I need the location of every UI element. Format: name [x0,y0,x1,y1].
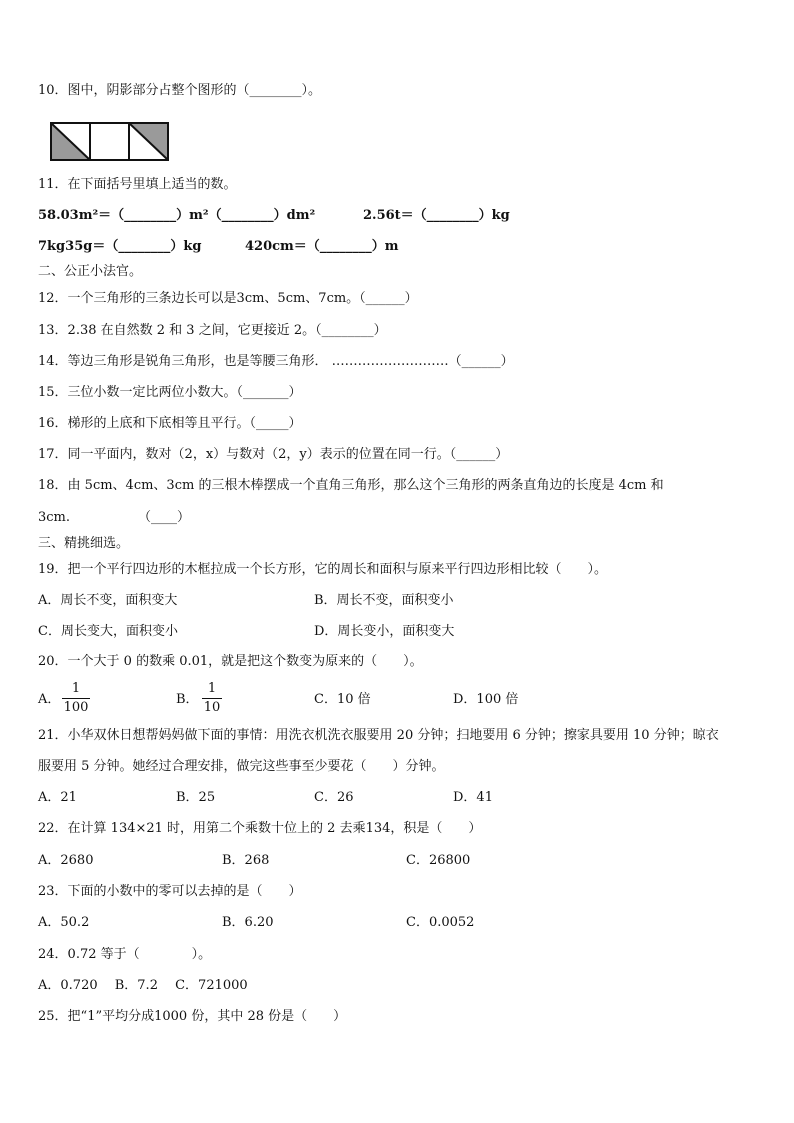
question-15: 15．三位小数一定比两位小数大。（_______） [38,385,302,400]
q11-line2-left: 7kg35g＝（________）kg [38,239,202,254]
q19-option-d: D．周长变小，面积变大 [314,624,455,639]
fraction-denominator: 10 [203,700,221,715]
question-16: 16．梯形的上底和下底相等且平行。（_____） [38,416,302,431]
q21-option-a: A．21 [38,790,77,805]
question-10: 10．图中，阴影部分占整个图形的（________）。 [38,83,322,98]
q20-option-b-fraction [202,681,222,716]
q19-option-a: A．周长不变，面积变大 [38,593,178,608]
q22-option-b: B．268 [222,853,270,868]
q20-option-a-fraction [62,681,90,716]
question-24: 24．0.72 等于（ ）。 [38,947,212,962]
q22-option-a: A．2680 [38,853,94,868]
question-11: 11．在下面括号里填上适当的数。 [38,177,237,192]
question-22: 22．在计算 134×21 时，用第二个乘数十位上的 2 去乘134，积是（ ） [38,821,482,836]
q21-option-d: D．41 [453,790,493,805]
question-21-line1: 21．小华双休日想帮妈妈做下面的事情：用洗衣机洗衣服要用 20 分钟；扫地要用 6 分钟；擦家具要用 10 分钟；晾衣 [38,728,719,743]
q20-option-d: D．100 倍 [453,692,519,707]
question-12: 12．一个三角形的三条边长可以是3cm、5cm、7cm。（______） [38,291,418,306]
q11-line2-right: 420cm＝（________）m [245,239,399,254]
question-14: 14．等边三角形是锐角三角形，也是等腰三角形． ………………………（______） [38,354,514,369]
q20-option-a-label: A． [38,692,61,707]
q21-option-c: C．26 [314,790,354,805]
q19-option-c: C．周长变大，面积变小 [38,624,178,639]
question-18: 18．由 5cm、4cm、3cm 的三根木棒摆成一个直角三角形，那么这个三角形的两条直角边的长度是 4cm 和 [38,478,664,493]
shaded-rectangle-figure [50,122,170,162]
section-3-heading: 三、精挑细选。 [38,536,130,551]
q22-option-c: C．26800 [406,853,471,868]
q24-options: A．0.720 B．7.2 C．721000 [38,978,248,993]
q23-option-a: A．50.2 [38,915,90,930]
fraction-numerator: 1 [207,681,217,696]
fraction-denominator: 100 [63,700,89,715]
q23-option-c: C．0.0052 [406,915,475,930]
question-18-answer-blank: （____） [138,510,191,525]
fraction-numerator: 1 [71,681,81,696]
question-23: 23．下面的小数中的零可以去掉的是（ ） [38,884,302,899]
question-19: 19．把一个平行四边形的木框拉成一个长方形，它的周长和面积与原来平行四边形相比较（ ）。 [38,562,608,577]
question-21-line2: 服要用 5 分钟。她经过合理安排，做完这些事至少要花（ ）分钟。 [38,759,445,774]
q11-line1-right: 2.56t＝（________）kg [363,208,510,223]
section-2-heading: 二、公正小法官。 [38,264,143,279]
q20-option-c: C．10 倍 [314,692,371,707]
question-25: 25．把“1”平均分成1000 份，其中 28 份是（ ） [38,1009,347,1024]
q23-option-b: B．6.20 [222,915,274,930]
q19-option-b: B．周长不变，面积变小 [314,593,454,608]
fraction-bar [62,698,90,699]
question-18-continued: 3cm. [38,510,71,525]
fraction-bar [202,698,222,699]
question-17: 17．同一平面内，数对（2，x）与数对（2，y）表示的位置在同一行。（______） [38,447,509,462]
q20-option-b-label: B． [176,692,199,707]
question-20: 20．一个大于 0 的数乘 0.01，就是把这个数变为原来的（ ）。 [38,654,423,669]
question-13: 13．2.38 在自然数 2 和 3 之间，它更接近 2。（________） [38,323,387,338]
q11-line1-left: 58.03m²＝（________）m²（________）dm² [38,208,316,223]
q21-option-b: B．25 [176,790,216,805]
